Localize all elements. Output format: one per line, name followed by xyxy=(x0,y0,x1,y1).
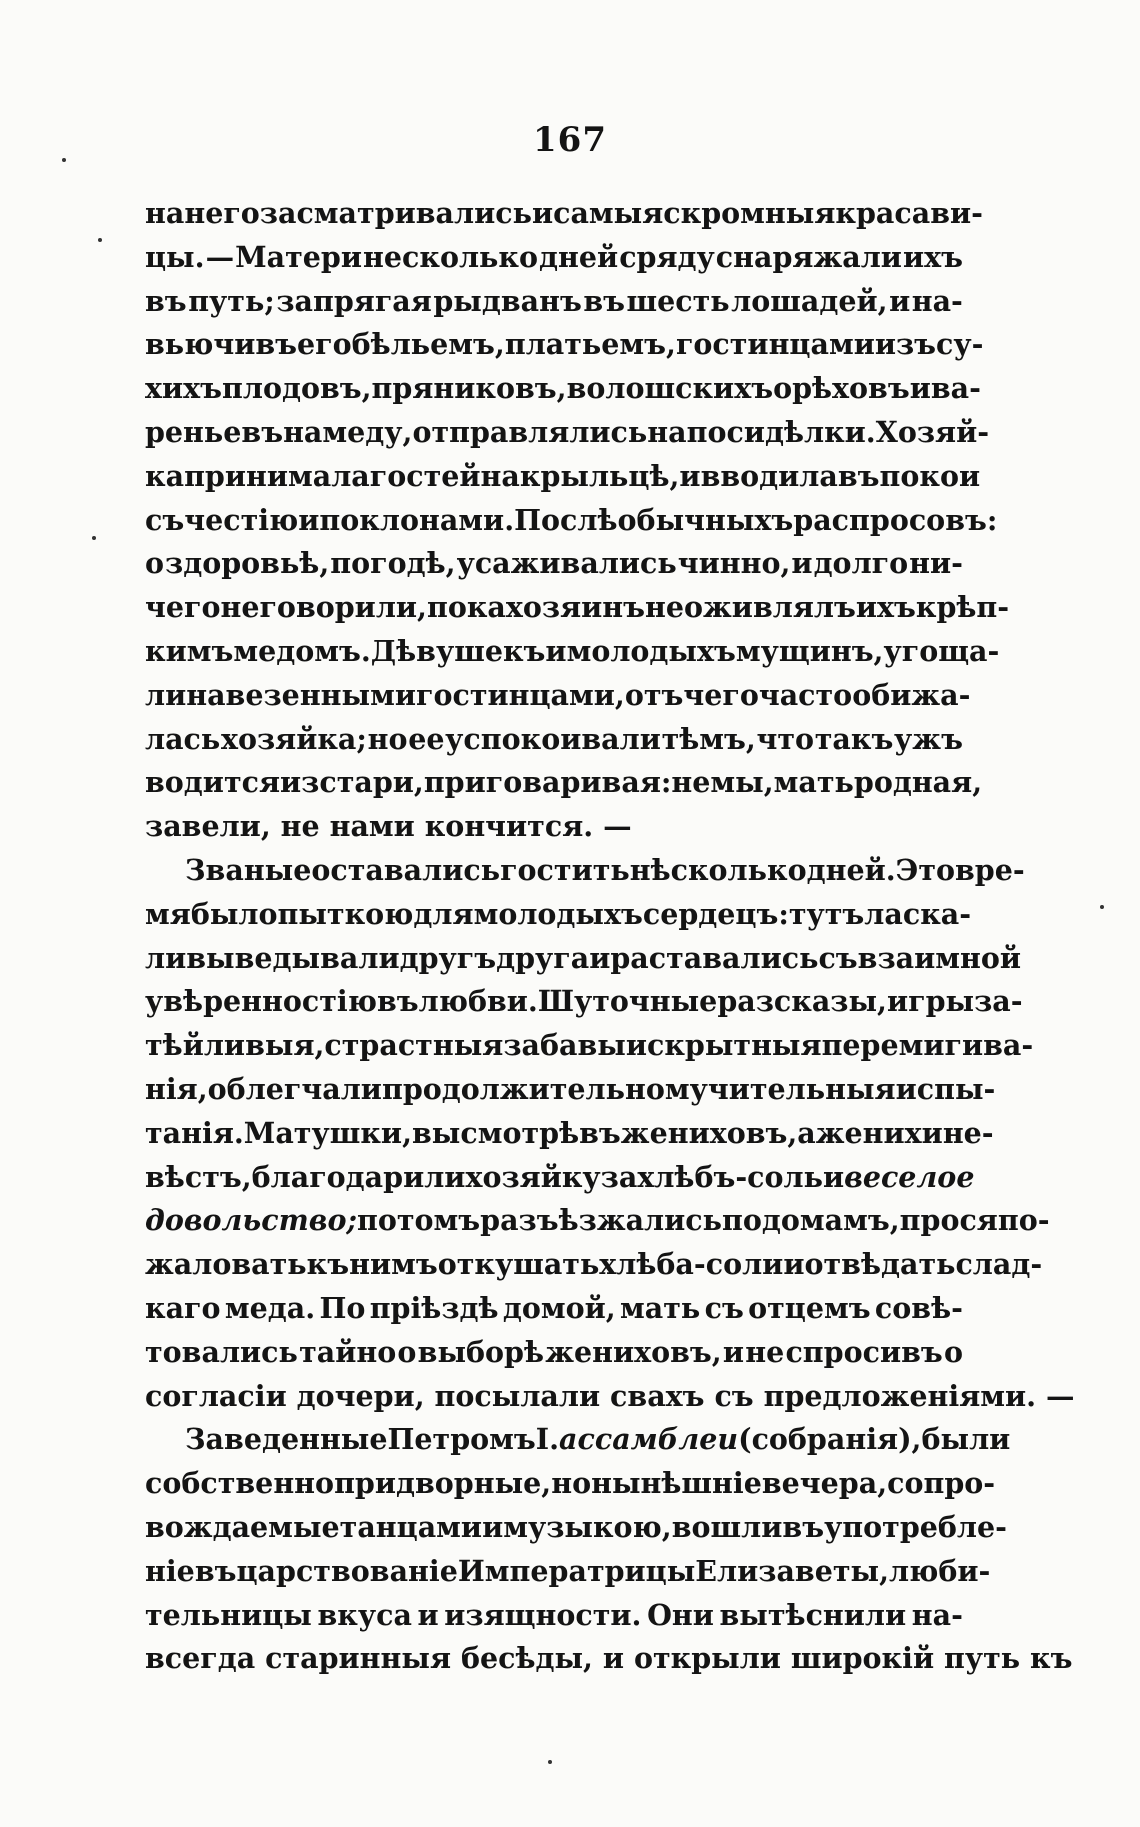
word: откушать xyxy=(437,1247,600,1282)
text-line xyxy=(145,455,981,499)
word: Матушки, xyxy=(243,1115,412,1150)
word: на xyxy=(480,458,520,493)
print-speck xyxy=(62,158,66,162)
text-line xyxy=(145,1156,975,1200)
word: успокоивали xyxy=(445,721,661,756)
word: танцами xyxy=(339,1509,483,1544)
word: къ xyxy=(306,1247,350,1282)
word: ужъ xyxy=(894,721,963,756)
word: рыдванъ xyxy=(433,283,582,318)
word: обычныхъ xyxy=(617,502,794,537)
word: и xyxy=(909,371,931,406)
word: его xyxy=(297,327,352,362)
word: принимала xyxy=(184,458,370,493)
word: домой, xyxy=(502,1290,616,1325)
word: крыльцѣ, xyxy=(519,458,680,493)
text-line xyxy=(145,411,990,455)
word: царствованiе xyxy=(236,1553,458,1588)
text-line xyxy=(145,674,971,718)
word: хозяинъ xyxy=(505,590,646,625)
word: Заведенные xyxy=(185,1422,388,1457)
word: вре- xyxy=(955,852,1025,887)
word: честiю xyxy=(184,502,299,537)
word: и xyxy=(482,1509,504,1544)
word: на xyxy=(647,414,687,449)
word: лась xyxy=(145,721,221,756)
text-line xyxy=(145,542,963,586)
word: тайно xyxy=(299,1334,397,1369)
word: — xyxy=(205,239,235,274)
word: посидѣлки. xyxy=(686,414,876,449)
word: и xyxy=(298,502,320,537)
word: домамъ, xyxy=(761,1203,900,1238)
text-line: всегда старинныя бесѣды, и открыли широкiй путь къ xyxy=(145,1641,1073,1676)
word: мущинъ, xyxy=(735,633,884,668)
word: I. xyxy=(535,1422,560,1457)
word: другъ xyxy=(399,940,497,975)
text-line xyxy=(145,236,963,280)
word: и xyxy=(417,1597,439,1632)
word: музыкою, xyxy=(503,1509,672,1544)
word: Петромъ xyxy=(387,1422,536,1457)
word: для xyxy=(413,896,474,931)
word: Императрицы xyxy=(457,1553,696,1588)
word: вкуса xyxy=(317,1597,412,1632)
word: молодыхъ xyxy=(473,896,643,931)
word: танiя. xyxy=(145,1115,244,1150)
word: Званые xyxy=(185,852,312,887)
word: обижа- xyxy=(852,677,971,712)
word: но xyxy=(367,721,408,756)
word: прося xyxy=(899,1203,998,1238)
word: слад- xyxy=(955,1247,1043,1282)
word: товались xyxy=(145,1334,298,1369)
word: волошскихъ xyxy=(566,371,774,406)
word: придворные, xyxy=(334,1466,552,1501)
text-line xyxy=(145,1418,1011,1462)
word: продолжительно xyxy=(381,1071,665,1106)
word: собственно xyxy=(145,1466,335,1501)
word: страстныя xyxy=(324,1028,504,1063)
word: красави- xyxy=(835,196,983,230)
text-body xyxy=(145,192,1075,1681)
text-line xyxy=(145,1287,963,1331)
word: въ xyxy=(837,458,880,493)
word: игры xyxy=(886,984,975,1019)
word: Хозяй- xyxy=(875,414,990,449)
word: навезенными xyxy=(186,677,417,712)
word: употребле- xyxy=(824,1509,1007,1544)
word: реньевъ xyxy=(145,414,284,449)
word: цы. xyxy=(145,239,205,274)
word: ва- xyxy=(930,371,981,406)
text-line: завели, не нами кончится. — xyxy=(145,809,632,844)
word: въ xyxy=(376,984,419,1019)
word: выведывали xyxy=(186,940,400,975)
word: ассамблеи xyxy=(559,1422,739,1457)
word: и xyxy=(545,633,567,668)
text-line xyxy=(145,1550,991,1594)
word: нынѣшнiе xyxy=(591,1466,762,1501)
word: хозяйку xyxy=(465,1159,601,1194)
text-line xyxy=(145,1199,1050,1243)
word: хозяйка; xyxy=(220,721,367,756)
word: медомъ. xyxy=(233,633,371,668)
word: совѣ- xyxy=(874,1290,963,1325)
word: гостей xyxy=(369,458,481,493)
text-line xyxy=(145,1068,996,1112)
word: дней. xyxy=(806,852,896,887)
word: за xyxy=(600,1159,638,1194)
word: мучительныя xyxy=(664,1071,896,1106)
text-line xyxy=(145,1024,1034,1068)
word: въ xyxy=(583,283,626,318)
word: платьемъ, xyxy=(504,327,676,362)
word: приговаривая: xyxy=(423,765,672,800)
word: запрягая xyxy=(276,283,432,318)
word: по- xyxy=(997,1203,1050,1238)
word: водится xyxy=(145,765,281,800)
word: ка xyxy=(145,458,185,493)
word: чего xyxy=(683,677,759,712)
word: довольство; xyxy=(145,1203,357,1238)
text-line: согласiи дочери, посылали свахъ съ предложенiями. — xyxy=(145,1378,1075,1413)
word: снаряжали xyxy=(715,239,902,274)
word: мя xyxy=(145,896,191,931)
word: благодарили xyxy=(251,1159,466,1194)
word: выборѣ xyxy=(417,1334,544,1369)
word: жаловать xyxy=(145,1247,307,1282)
word: и xyxy=(589,940,611,975)
text-line xyxy=(145,937,1022,981)
word: гостить xyxy=(500,852,630,887)
text-line xyxy=(145,1331,963,1375)
word: распросовъ: xyxy=(793,502,998,537)
word: и xyxy=(625,1028,647,1063)
word: и xyxy=(889,283,911,318)
word: изящности. xyxy=(444,1597,642,1632)
word: ли xyxy=(145,677,187,712)
word: разсказы, xyxy=(717,984,887,1019)
word: меду, xyxy=(322,414,413,449)
word: но xyxy=(551,1466,592,1501)
word: вошли xyxy=(671,1509,783,1544)
word: люби- xyxy=(889,1553,991,1588)
word: нiе xyxy=(145,1553,195,1588)
text-line xyxy=(145,980,1023,1024)
text-line xyxy=(145,761,983,805)
word: увѣренностiю xyxy=(145,984,377,1019)
word: крѣп- xyxy=(915,590,1010,625)
word: за- xyxy=(974,984,1023,1019)
text-line xyxy=(145,323,984,367)
word: облегчали xyxy=(207,1071,382,1106)
word: чего xyxy=(145,590,221,625)
word: гостинцами xyxy=(675,327,875,362)
word: жениховъ, xyxy=(620,1115,798,1150)
word: Послѣ xyxy=(514,502,618,537)
word: ласка- xyxy=(864,896,972,931)
print-speck xyxy=(92,536,96,540)
word: ихъ xyxy=(855,590,916,625)
word: взаимной xyxy=(857,940,1022,975)
word: спросивъ xyxy=(785,1334,943,1369)
word: него xyxy=(184,196,260,230)
word: несколько xyxy=(363,239,538,274)
text-line xyxy=(145,1594,963,1638)
word: тутъ xyxy=(788,896,865,931)
word: отвѣдать xyxy=(804,1247,956,1282)
word: вѣстъ, xyxy=(145,1159,252,1194)
word: вытѣснили xyxy=(719,1597,907,1632)
text-line xyxy=(145,630,1000,674)
word: засматривались xyxy=(259,196,532,230)
word: съ xyxy=(145,502,185,537)
word: а xyxy=(797,1115,816,1150)
word: самыя xyxy=(553,196,664,230)
word: тѣйливыя, xyxy=(145,1028,325,1063)
word: потомъ xyxy=(356,1203,481,1238)
word: сопро- xyxy=(887,1466,996,1501)
word: ихъ xyxy=(902,239,963,274)
text-line xyxy=(145,1112,994,1156)
word: на xyxy=(283,414,323,449)
word: хлѣбъ-соль xyxy=(637,1159,823,1194)
word: перемигива- xyxy=(821,1028,1034,1063)
word: въ xyxy=(782,1509,825,1544)
text-line xyxy=(145,192,983,236)
word: вождаемые xyxy=(145,1509,340,1544)
word: угоща- xyxy=(883,633,1000,668)
word: нiя, xyxy=(145,1071,208,1106)
word: орѣховъ xyxy=(773,371,910,406)
word: отъ xyxy=(624,677,684,712)
word: не xyxy=(745,1334,785,1369)
word: говорили, xyxy=(259,590,427,625)
word: друга xyxy=(496,940,590,975)
text-line xyxy=(145,499,998,543)
word: сердецъ: xyxy=(642,896,789,931)
word: изъ xyxy=(874,327,937,362)
word: оживлялъ xyxy=(684,590,856,625)
text-line xyxy=(145,1243,1043,1287)
word: мы, xyxy=(710,765,774,800)
word: вводила xyxy=(700,458,838,493)
word: пока xyxy=(426,590,506,625)
word: молодыхъ xyxy=(566,633,736,668)
text-line xyxy=(145,1506,1007,1550)
word: Это xyxy=(895,852,955,887)
word: и xyxy=(822,1159,845,1194)
word: не- xyxy=(942,1115,994,1150)
word: было xyxy=(190,896,278,931)
word: тѣмъ, xyxy=(661,721,756,756)
text-line xyxy=(145,586,1010,630)
word: о xyxy=(943,1334,963,1369)
word: въ xyxy=(194,1553,237,1588)
text-line xyxy=(145,893,972,937)
word: Елизаветы, xyxy=(695,1553,889,1588)
word: изстари, xyxy=(280,765,424,800)
word: нѣсколько xyxy=(629,852,807,887)
word: вьючивъ xyxy=(145,327,298,362)
word: Матери xyxy=(235,239,362,274)
word: бѣльемъ, xyxy=(351,327,505,362)
word: о xyxy=(145,546,165,581)
word: мать xyxy=(773,765,854,800)
word: отправлялись xyxy=(412,414,648,449)
word: гостинцами, xyxy=(416,677,625,712)
word: жениховъ, xyxy=(545,1334,722,1369)
page-number: 167 xyxy=(533,120,607,160)
word: о xyxy=(397,1334,417,1369)
text-line xyxy=(145,280,963,324)
word: на- xyxy=(911,283,963,318)
word: не xyxy=(220,590,260,625)
word: усаживались xyxy=(456,546,677,581)
word: меда. xyxy=(224,1290,316,1325)
word: Дѣвушекъ xyxy=(370,633,546,668)
word: и xyxy=(679,458,701,493)
word: хлѣба-соли xyxy=(599,1247,784,1282)
word: погодѣ, xyxy=(330,546,456,581)
word: плодовъ, xyxy=(221,371,372,406)
print-speck xyxy=(548,1760,552,1764)
word: отцемъ xyxy=(748,1290,871,1325)
word: ни- xyxy=(909,546,963,581)
text-line xyxy=(145,849,1025,893)
word: По xyxy=(319,1290,366,1325)
word: ли xyxy=(145,940,187,975)
word: и xyxy=(783,1247,805,1282)
word: разъѣзжались xyxy=(480,1203,722,1238)
word: любви. xyxy=(418,984,538,1019)
word: веселое xyxy=(844,1159,975,1194)
word: вечера, xyxy=(761,1466,888,1501)
word: что xyxy=(756,721,815,756)
word: часто xyxy=(758,677,853,712)
word: чинно, xyxy=(677,546,791,581)
word: не xyxy=(645,590,685,625)
word: съ xyxy=(818,940,858,975)
word: не xyxy=(671,765,711,800)
print-speck xyxy=(1100,905,1104,909)
word: забавы xyxy=(503,1028,626,1063)
word: су- xyxy=(936,327,984,362)
word: сряду xyxy=(619,239,715,274)
word: путь; xyxy=(188,283,275,318)
word: кимъ xyxy=(145,633,234,668)
word: скрытныя xyxy=(646,1028,822,1063)
word: Они xyxy=(647,1597,714,1632)
word: такъ xyxy=(814,721,894,756)
word: мать xyxy=(620,1290,701,1325)
word: долго xyxy=(813,546,909,581)
text-line xyxy=(145,1462,996,1506)
word: по xyxy=(722,1203,762,1238)
word: Шуточные xyxy=(537,984,718,1019)
word: здоровьѣ, xyxy=(165,546,330,581)
word: поклонами. xyxy=(319,502,515,537)
word: и xyxy=(531,196,554,230)
word: на- xyxy=(911,1597,963,1632)
word: ее xyxy=(408,721,445,756)
word: женихи xyxy=(815,1115,943,1150)
word: пряниковъ, xyxy=(371,371,567,406)
word: и xyxy=(722,1334,745,1369)
word: (собранiя), xyxy=(738,1422,922,1457)
word: высмотрѣвъ xyxy=(412,1115,621,1150)
word: лошадей, xyxy=(731,283,888,318)
word: скромныя xyxy=(663,196,836,230)
word: покои xyxy=(879,458,981,493)
text-line xyxy=(145,367,981,411)
word: на xyxy=(145,196,185,230)
word: пыткою xyxy=(277,896,414,931)
word: были xyxy=(921,1422,1011,1457)
print-speck xyxy=(98,238,102,242)
word: прiѣздѣ xyxy=(369,1290,499,1325)
word: оставались xyxy=(311,852,501,887)
word: тельницы xyxy=(145,1597,312,1632)
word: раставались xyxy=(610,940,819,975)
word: хихъ xyxy=(145,371,222,406)
word: и xyxy=(791,546,813,581)
word: въ xyxy=(145,283,187,318)
text-line xyxy=(145,718,963,762)
word: шесть xyxy=(626,283,730,318)
word: дней xyxy=(539,239,619,274)
word: нимъ xyxy=(349,1247,438,1282)
word: съ xyxy=(704,1290,744,1325)
word: каго xyxy=(145,1290,221,1325)
word: родная, xyxy=(853,765,983,800)
word: испы- xyxy=(895,1071,996,1106)
